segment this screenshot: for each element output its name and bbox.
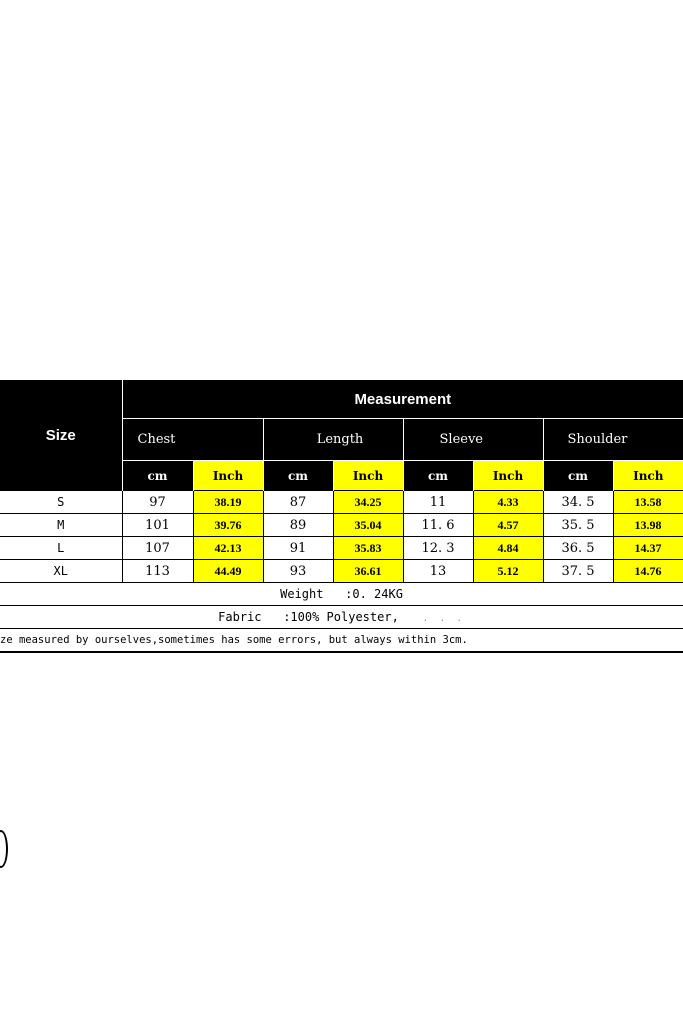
group-shoulder: Shoulder <box>543 419 683 461</box>
unit-cm: cm <box>122 461 193 491</box>
sleeve-cm-cell: 11 <box>403 491 473 514</box>
chest-inch-cell: 38.19 <box>193 491 263 514</box>
shoulder-cm-cell: 34. 5 <box>543 491 613 514</box>
shoulder-inch-cell: 14.76 <box>613 560 683 583</box>
unit-cm: cm <box>263 461 333 491</box>
unit-cm: cm <box>403 461 473 491</box>
fabric-cell <box>0 606 683 629</box>
unit-inch: Inch <box>613 461 683 491</box>
shoulder-inch-cell: 14.37 <box>613 537 683 560</box>
length-inch-cell: 36.61 <box>333 560 403 583</box>
weight-row <box>0 583 683 606</box>
fabric-text: Fabric :100% Polyester, <box>218 610 399 624</box>
table-row <box>0 537 683 560</box>
unit-cm: cm <box>543 461 613 491</box>
measurement-header: Measurement <box>122 380 683 419</box>
size-chart <box>0 380 683 653</box>
length-inch-cell: 35.04 <box>333 514 403 537</box>
table-row <box>0 514 683 537</box>
chest-inch-cell: 39.76 <box>193 514 263 537</box>
sleeve-inch-cell: 4.57 <box>473 514 543 537</box>
unit-inch: Inch <box>193 461 263 491</box>
length-cm-cell: 87 <box>263 491 333 514</box>
length-cm-cell: 91 <box>263 537 333 560</box>
shoulder-cm-cell: 36. 5 <box>543 537 613 560</box>
sleeve-inch-cell: 4.84 <box>473 537 543 560</box>
shoulder-cm-cell: 37. 5 <box>543 560 613 583</box>
sleeve-inch-cell: 4.33 <box>473 491 543 514</box>
unit-inch: Inch <box>473 461 543 491</box>
note-text: ze measured by ourselves,sometimes has some errors, but always within 3cm. <box>0 629 683 653</box>
group-sleeve: Sleeve <box>403 419 543 461</box>
size-chart-table <box>0 380 683 653</box>
chest-cm-cell: 97 <box>122 491 193 514</box>
sleeve-cm-cell: 12. 3 <box>403 537 473 560</box>
chest-inch-cell: 44.49 <box>193 560 263 583</box>
sleeve-cm-cell: 11. 6 <box>403 514 473 537</box>
size-column-header: Size <box>0 380 122 491</box>
note-row <box>0 629 683 653</box>
table-row <box>0 560 683 583</box>
chest-cm-cell: 101 <box>122 514 193 537</box>
length-inch-cell: 34.25 <box>333 491 403 514</box>
size-cell: M <box>0 514 122 537</box>
faint-dots: . . . <box>422 614 465 624</box>
table-row <box>0 491 683 514</box>
length-inch-cell: 35.83 <box>333 537 403 560</box>
shoulder-inch-cell: 13.58 <box>613 491 683 514</box>
size-cell: XL <box>0 560 122 583</box>
sleeve-inch-cell: 5.12 <box>473 560 543 583</box>
chest-cm-cell: 107 <box>122 537 193 560</box>
group-length: Length <box>263 419 403 461</box>
size-cell: S <box>0 491 122 514</box>
size-cell: L <box>0 537 122 560</box>
fabric-row <box>0 606 683 629</box>
shoulder-cm-cell: 35. 5 <box>543 514 613 537</box>
weight-text: Weight :0. 24KG <box>0 583 683 606</box>
length-cm-cell: 89 <box>263 514 333 537</box>
unit-inch: Inch <box>333 461 403 491</box>
chest-cm-cell: 113 <box>122 560 193 583</box>
shoulder-inch-cell: 13.98 <box>613 514 683 537</box>
group-chest: Chest <box>122 419 263 461</box>
length-cm-cell: 93 <box>263 560 333 583</box>
sleeve-cm-cell: 13 <box>403 560 473 583</box>
edge-arc-mark <box>0 830 8 868</box>
chest-inch-cell: 42.13 <box>193 537 263 560</box>
